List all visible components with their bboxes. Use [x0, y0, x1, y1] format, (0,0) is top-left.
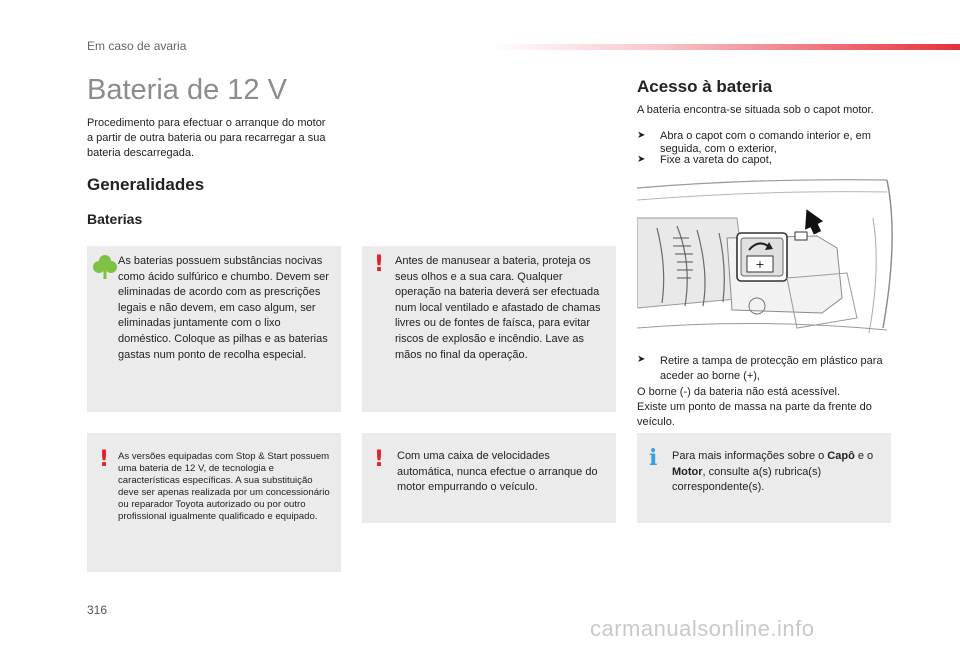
info-text: Para mais informações sobre o Capô e o Motor, consulte a(s) rubrica(s) correspondente(s).	[672, 450, 874, 494]
tree-icon	[93, 254, 117, 280]
warning-gearbox-box	[362, 433, 616, 523]
access-line1: A bateria encontra-se situada sob o capot motor.	[637, 104, 874, 116]
section-label: Em caso de avaria	[87, 39, 187, 53]
heading-acesso: Acesso à bateria	[637, 77, 773, 96]
warning-icon: !	[99, 447, 110, 472]
warning-icon: !	[374, 447, 385, 472]
watermark: carmanualsonline.info	[590, 616, 815, 641]
info-box	[637, 433, 891, 523]
note-2: Existe um ponto de massa na parte da frente do veículo.	[637, 401, 872, 428]
page-number: 316	[87, 603, 108, 617]
step-1-text: Abra o capot com o comando interior e, em seguida, com o exterior,	[660, 130, 871, 155]
step-bullet-icon: ➤	[637, 154, 646, 165]
environment-box	[87, 246, 341, 412]
step-2-text: Fixe a vareta do capot,	[660, 154, 772, 166]
header-gradient-bar	[488, 44, 960, 50]
warning-stopstart-text: As versões equipadas com Stop & Start possuem uma bateria de 12 V, de tecnologia e características específicas. A sua substituição deve ser apenas realizada por um concessionário ou reparador Toyota autorizado ou por outro profissional igualmente qualificado e equipado.	[118, 451, 330, 522]
heading-generalidades: Generalidades	[87, 175, 205, 194]
subheading-baterias: Baterias	[87, 211, 143, 227]
step-bullet-icon: ➤	[637, 130, 646, 141]
step-bullet-icon: ➤	[637, 354, 646, 365]
warning-icon: !	[374, 252, 385, 277]
step-3-text: Retire a tampa de protecção em plástico para aceder ao borne (+),	[660, 355, 883, 382]
step-2	[637, 154, 892, 167]
warning-stopstart-box	[87, 433, 341, 572]
plus-terminal-label: +	[755, 258, 765, 271]
engine-bay-illustration	[637, 178, 893, 340]
warning-handling-text: Antes de manusear a bateria, proteja os seus olhos e a sua cara. Qualquer operação na bateria deverá ser efectuada num local ventilado e afastado de chamas livres ou de fontes de faísca, para evitar riscos de explosão e incêndio. Lave as mãos no final da operação.	[395, 255, 601, 361]
warning-handling-box	[362, 246, 616, 412]
intro-text: Procedimento para efectuar o arranque do motor a partir de outra bateria ou para recarregar a sua bateria descarregada.	[87, 117, 326, 159]
page-title: Bateria de 12 V	[87, 74, 287, 106]
info-icon: i	[649, 445, 658, 471]
step-1	[637, 130, 892, 156]
step-3	[637, 354, 892, 384]
info-link-motor: Motor	[672, 465, 703, 478]
info-link-capo: Capô	[827, 450, 855, 462]
note-1: O borne (-) da bateria não está acessível.	[637, 386, 840, 398]
warning-gearbox-text: Com uma caixa de velocidades automática, nunca efectue o arranque do motor empurrando o veículo.	[397, 450, 598, 494]
environment-text: As baterias possuem substâncias nocivas como ácido sulfúrico e chumbo. Devem ser eliminadas de acordo com as prescrições legais e não devem, em caso algum, ser eliminadas juntamente com o lixo doméstico. Coloque as pilhas e as baterias gastas num ponto de recolha especial.	[118, 255, 329, 361]
